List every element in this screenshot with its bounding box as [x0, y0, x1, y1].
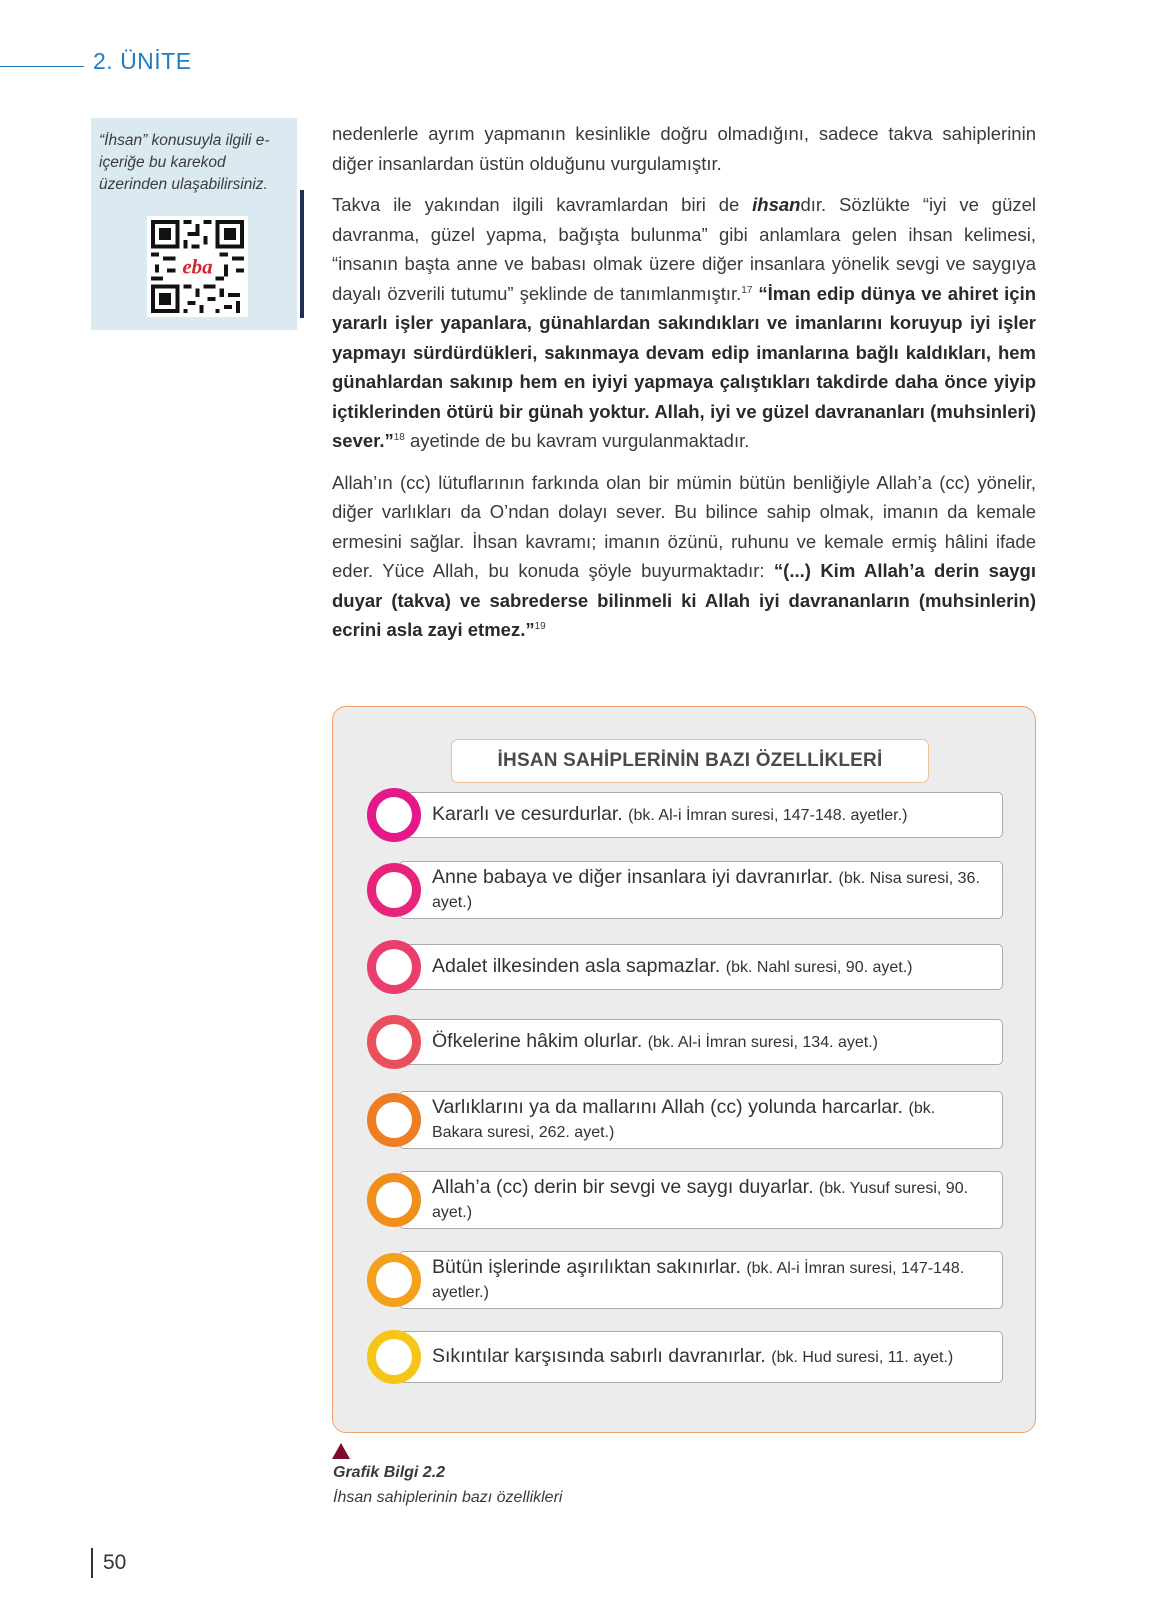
trait-reference: (bk. Al-i İmran suresi, 134. ayet.): [647, 1034, 878, 1051]
trait-item: [367, 1019, 1007, 1065]
trait-text: [432, 803, 907, 827]
trait-box: [399, 1331, 1003, 1383]
trait-item: [367, 792, 1007, 838]
trait-box: [399, 944, 1003, 990]
circle-bullet-icon: [367, 940, 421, 994]
trait-label: Allah’a (cc) derin bir sevgi ve saygı duyarlar.: [432, 1176, 814, 1198]
circle-bullet-icon: [367, 1253, 421, 1307]
circle-bullet-icon: [367, 788, 421, 842]
qr-note: “İhsan” konusuyla ilgili e-içeriğe bu karekod üzerinden ulaşabilirsiniz.: [99, 132, 270, 193]
trait-text: [432, 1096, 982, 1144]
eba-logo: eba: [182, 254, 213, 279]
trait-item: [367, 944, 1007, 990]
trait-box: [399, 1091, 1003, 1149]
trait-label: Varlıklarını ya da mallarını Allah (cc) yolunda harcarlar.: [432, 1096, 904, 1118]
trait-label: Öfkelerine hâkim olurlar.: [432, 1030, 643, 1052]
trait-text: [432, 1176, 982, 1224]
caption-triangle-icon: [332, 1443, 350, 1459]
paragraph-2: Takva ile yakından ilgili kavramlardan biri de ihsandır. Sözlükte “iyi ve güzel davranma, güzel yapma, bağışta bulunma” gibi anlamlara gelen ihsan kelimesi, “insanın başta anne ve babası olmak üzere diğer insanlara yönelik sevgi ve saygıya dayalı özverili tutumu” şeklinde de tanımlanmıştır.$^{17}$ “İman edip dünya ve ahiret için yararlı işler yapanlara, günahlardan sakındıkları ve imanlarını koruyup iyi işler yapmayı sürdürdükleri, sakınmaya devam edip imanlarına bağlı kaldıkları, hem günahlardan sakınıp hem en iyiyi yapmaya çalıştıkları takdirde daha önce yiyip içtiklerinden ötürü bir günah yoktur. Allah, iyi ve güzel davrananları (muhsinleri) sever.”$^{18}$ ayetinde de bu kavram vurgulanmaktadır.: [332, 194, 1037, 451]
trait-reference: (bk. Nahl suresi, 90. ayet.): [725, 959, 913, 976]
trait-reference: (bk. Al-i İmran suresi, 147-148. ayetler.): [432, 1260, 965, 1301]
trait-box: [399, 1251, 1003, 1309]
caption-title: Grafik Bilgi 2.2: [333, 1464, 446, 1481]
trait-reference: (bk. Al-i İmran suresi, 147-148. ayetler.): [628, 807, 908, 824]
trait-item: [367, 1251, 1007, 1309]
trait-text: [432, 955, 913, 979]
trait-text: [432, 866, 982, 914]
trait-box: [399, 861, 1003, 919]
trait-label: Anne babaya ve diğer insanlara iyi davranırlar.: [432, 866, 834, 888]
infographic-title: İHSAN SAHİPLERİNİN BAZI ÖZELLİKLERİ: [451, 739, 929, 783]
footnote-ref: 17: [741, 284, 753, 296]
ihsan-infographic: [332, 706, 1036, 1433]
footnote-ref: 19: [534, 621, 546, 632]
trait-label: Adalet ilkesinden asla sapmazlar.: [432, 955, 721, 977]
trait-text: [432, 1256, 982, 1304]
circle-bullet-icon: [367, 1093, 421, 1147]
trait-label: Bütün işlerinde aşırılıktan sakınırlar.: [432, 1256, 741, 1278]
qr-info-box: [91, 118, 297, 330]
caption-subtitle: İhsan sahiplerinin bazı özellikleri: [333, 1489, 563, 1506]
trait-item: [367, 861, 1007, 919]
trait-box: [399, 1019, 1003, 1065]
sidebar-accent-bar: [300, 190, 304, 318]
header-rule: [0, 66, 84, 67]
unit-title: 2. ÜNİTE: [93, 48, 192, 74]
trait-box: [399, 1171, 1003, 1229]
paragraph-3: Allah’ın (cc) lütuflarının farkında olan bir mümin bütün benliğiyle Allah’a (cc) yönelir, diğer varlıkları da O’ndan dolayı sever. Bu bilince sahip olmak, imanın da kemale ermesini sağlar. İhsan kavramı; imanın özünü, ruhunu ve kemale ermiş hâlini ifade eder. Yüce Allah, bu konuda şöyle buyurmaktadır: “(...) Kim Allah’a derin saygı duyar (takva) ve sabrederse bilinmeli ki Allah iyi davrananların (muhsinlerin) ecrini asla zayi etmez.”$^{19}$: [332, 471, 1036, 640]
trait-item: [367, 1171, 1007, 1229]
circle-bullet-icon: [367, 1173, 421, 1227]
page-number-rule: [91, 1548, 93, 1578]
qr-code[interactable]: [147, 216, 248, 317]
circle-bullet-icon: [367, 863, 421, 917]
trait-reference: (bk. Yusuf suresi, 90. ayet.): [432, 1180, 969, 1221]
trait-text: [432, 1030, 878, 1054]
body-text: [332, 119, 1036, 657]
paragraph-1: nedenlerle ayrım yapmanın kesinlikle doğru olmadığını, sadece takva sahiplerinin diğer insanlardan üstün olduğunu vurgulamıştır.: [332, 123, 1036, 174]
trait-reference: (bk. Bakara suresi, 262. ayet.): [432, 1100, 936, 1141]
trait-box: [399, 792, 1003, 838]
trait-item: [367, 1331, 1007, 1383]
circle-bullet-icon: [367, 1015, 421, 1069]
trait-reference: (bk. Hud suresi, 11. ayet.): [771, 1349, 954, 1366]
trait-text: [432, 1345, 953, 1369]
page-number: 50: [103, 1551, 127, 1574]
footnote-ref: 18: [393, 432, 405, 443]
trait-reference: (bk. Nisa suresi, 36. ayet.): [432, 870, 980, 911]
trait-label: Sıkıntılar karşısında sabırlı davranırlar.: [432, 1345, 766, 1367]
trait-label: Kararlı ve cesurdurlar.: [432, 803, 623, 825]
trait-item: [367, 1091, 1007, 1149]
circle-bullet-icon: [367, 1330, 421, 1384]
